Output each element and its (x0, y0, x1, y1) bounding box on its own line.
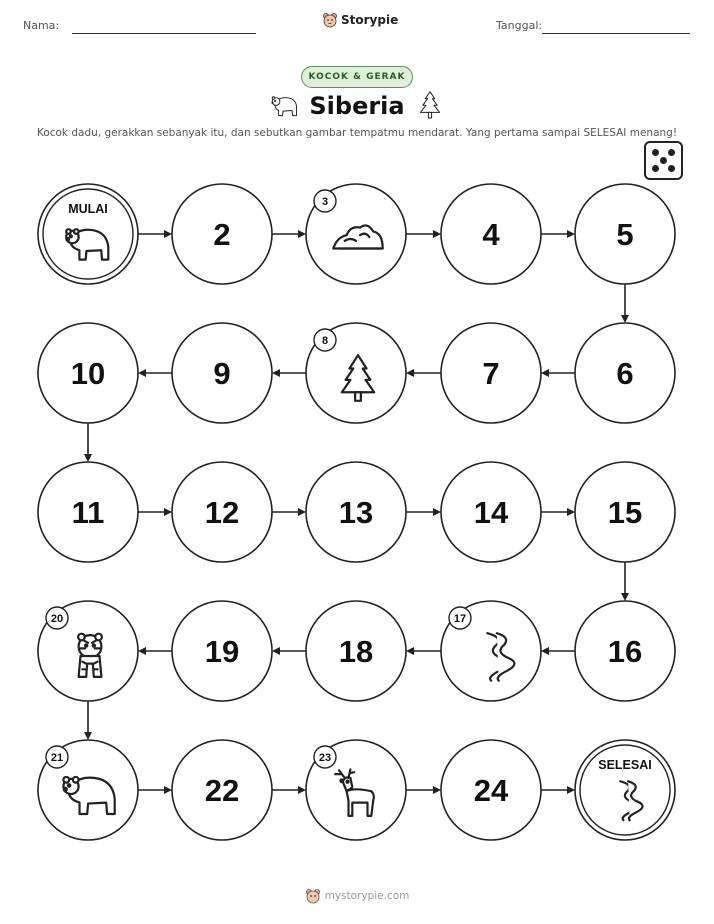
brand-name: Storypie (341, 13, 399, 27)
footer-url: mystorypie.com (324, 890, 410, 902)
footer (0, 888, 714, 904)
space-number: 19 (204, 634, 240, 669)
space-number: 23 (318, 752, 332, 764)
space-number: 5 (616, 217, 634, 252)
arrow-head (298, 508, 306, 516)
space-number: 3 (321, 196, 329, 208)
arrow-head (406, 369, 414, 377)
finish-space (575, 740, 675, 840)
arrow-head (621, 593, 629, 601)
board-space (306, 184, 406, 284)
space-number: 17 (453, 613, 467, 625)
arrow-head (567, 786, 575, 794)
board-space (441, 323, 541, 423)
arrow-head (433, 786, 441, 794)
board-space (172, 601, 272, 701)
space-number: 14 (473, 495, 509, 530)
board-space (38, 601, 138, 701)
space-number: 11 (71, 495, 105, 530)
start-space (38, 184, 138, 284)
arrow-head (433, 230, 441, 238)
arrow-head (272, 647, 280, 655)
space-number: 2 (213, 217, 231, 252)
arrow-head (164, 786, 172, 794)
category-badge: KOCOK & GERAK (301, 66, 413, 88)
board-space (306, 462, 406, 562)
arrow-head (567, 508, 575, 516)
finish-label: SELESAI (598, 758, 652, 772)
board-space (38, 462, 138, 562)
arrow-head (567, 230, 575, 238)
arrow-head (433, 508, 441, 516)
space-number: 16 (607, 634, 643, 669)
board-space (306, 323, 406, 423)
arrow-head (541, 369, 549, 377)
space-number: 24 (473, 773, 509, 808)
board-space (441, 462, 541, 562)
space-number: 15 (607, 495, 643, 530)
arrow-head (164, 230, 172, 238)
arrow-head (164, 508, 172, 516)
board-space (172, 184, 272, 284)
arrow-head (298, 786, 306, 794)
board-space (38, 740, 138, 840)
board-space (441, 184, 541, 284)
board-space (172, 462, 272, 562)
board-space (306, 601, 406, 701)
board-space (306, 740, 406, 840)
page-title: Siberia (309, 92, 405, 120)
board-space (575, 601, 675, 701)
space-number: 12 (204, 495, 240, 530)
arrow-head (138, 369, 146, 377)
arrow-head (84, 454, 92, 462)
board-space (575, 323, 675, 423)
arrow-head (138, 647, 146, 655)
board-space (575, 184, 675, 284)
arrow-head (84, 732, 92, 740)
space-number: 18 (338, 634, 374, 669)
space-number: 4 (482, 217, 500, 252)
board-space (172, 323, 272, 423)
space-number: 20 (50, 613, 64, 625)
board-space (441, 601, 541, 701)
space-number: 7 (482, 356, 500, 391)
space-number: 8 (321, 335, 329, 347)
storypie-mascot-icon (305, 888, 321, 904)
board-space (172, 740, 272, 840)
arrow-head (406, 647, 414, 655)
board-space (441, 740, 541, 840)
arrow-head (621, 315, 629, 323)
arrow-head (298, 230, 306, 238)
instructions: Kocok dadu, gerakkan sebanyak itu, dan sebutkan gambar tempatmu mendarat. Yang pertama sampai SELESAI menang! (36, 127, 678, 139)
start-label: MULAI (68, 202, 108, 216)
space-number: 6 (616, 356, 634, 391)
board-space (38, 323, 138, 423)
space-number: 21 (50, 752, 64, 764)
space-number: 13 (338, 495, 374, 530)
arrow-head (541, 647, 549, 655)
space-number: 10 (70, 356, 106, 391)
date-label: Tanggal: (496, 19, 543, 32)
board-space (575, 462, 675, 562)
name-label: Nama: (23, 19, 60, 32)
space-number: 22 (204, 773, 240, 808)
space-number: 9 (213, 356, 231, 391)
arrow-head (272, 369, 280, 377)
